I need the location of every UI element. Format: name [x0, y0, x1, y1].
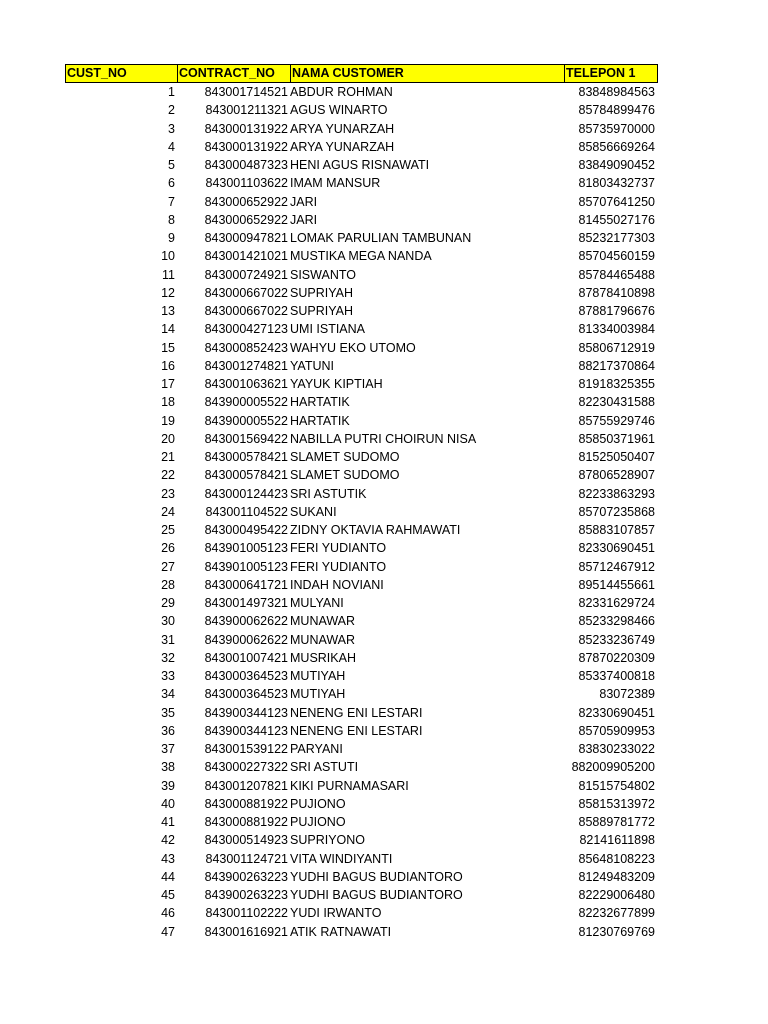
cell-contract-no[interactable]: 843000724921	[204, 267, 288, 282]
table-row	[65, 758, 658, 776]
cell-contract-no[interactable]: 843000652922	[204, 212, 288, 227]
cell-telepon-1[interactable]: 85233236749	[578, 632, 655, 647]
cell-contract-no[interactable]: 843900062622	[204, 614, 288, 629]
cell-telepon-1[interactable]: 882009905200	[571, 760, 655, 775]
cell-telepon-1[interactable]: 85850371961	[578, 431, 655, 446]
table-row	[65, 539, 658, 557]
cell-contract-no[interactable]: 843001616921	[204, 924, 288, 939]
cell-cust-no[interactable]: 29	[161, 596, 175, 610]
table-row	[65, 156, 658, 174]
table-body	[65, 83, 658, 941]
cell-nama-customer[interactable]: INDAH NOVIANI	[290, 577, 384, 592]
table-row	[65, 284, 658, 302]
cell-telepon-1[interactable]: 85232177303	[578, 231, 655, 245]
table-row	[65, 521, 658, 539]
cell-contract-no[interactable]: 843000131922	[204, 139, 288, 154]
cell-cust-no[interactable]: 17	[161, 377, 175, 391]
cell-nama-customer[interactable]: SRI ASTUTIK	[290, 486, 367, 501]
cell-contract-no[interactable]: 843001063621	[204, 377, 288, 391]
cell-contract-no[interactable]: 843001124721	[205, 851, 288, 866]
table-row	[65, 466, 658, 484]
cell-cust-no[interactable]: 38	[161, 760, 175, 775]
cell-cust-no[interactable]: 5	[168, 158, 175, 172]
cell-contract-no[interactable]: 843001539122	[204, 742, 288, 756]
cell-contract-no[interactable]: 843001714521	[204, 85, 288, 99]
cell-cust-no[interactable]: 34	[161, 687, 175, 702]
cell-cust-no[interactable]: 4	[168, 139, 175, 154]
table-row	[65, 412, 658, 430]
cell-telepon-1[interactable]: 88217370864	[578, 358, 655, 373]
cell-nama-customer[interactable]: SUKANI	[290, 504, 337, 519]
cell-cust-no[interactable]: 18	[161, 395, 175, 410]
cell-telepon-1[interactable]: 81334003984	[578, 322, 655, 337]
cell-contract-no[interactable]: 843000227322	[204, 760, 288, 775]
cell-nama-customer[interactable]: MUNAWAR	[290, 632, 356, 647]
cell-telepon-1[interactable]: 82330690451	[578, 541, 655, 556]
cell-nama-customer[interactable]: NENENG ENI LESTARI	[290, 723, 423, 738]
cell-telepon-1[interactable]: 87878410898	[578, 285, 655, 300]
cell-nama-customer[interactable]: YAYUK KIPTIAH	[290, 377, 383, 391]
cell-contract-no[interactable]: 843001569422	[204, 431, 288, 446]
cell-telepon-1[interactable]: 85856669264	[578, 139, 655, 154]
table-row	[65, 886, 658, 904]
cell-cust-no[interactable]: 45	[161, 888, 175, 902]
table-row	[65, 850, 658, 868]
cell-telepon-1[interactable]: 85889781772	[578, 815, 655, 829]
table-row	[65, 101, 658, 119]
cell-cust-no[interactable]: 24	[161, 504, 175, 519]
cell-cust-no[interactable]: 2	[168, 103, 175, 118]
cell-cust-no[interactable]: 23	[161, 486, 175, 501]
cell-nama-customer[interactable]: SUPRIYAH	[290, 285, 353, 300]
cell-telepon-1[interactable]: 81525050407	[578, 450, 655, 464]
cell-contract-no[interactable]: 843001007421	[204, 650, 288, 665]
table-row	[65, 375, 658, 393]
cell-contract-no[interactable]: 843000578421	[204, 450, 288, 464]
cell-cust-no[interactable]: 12	[161, 285, 175, 300]
cell-nama-customer[interactable]: VITA WINDIYANTI	[290, 851, 393, 866]
cell-contract-no[interactable]: 843001102222	[205, 906, 288, 921]
table-row	[65, 430, 658, 448]
table-row	[65, 777, 658, 795]
header-contract-no[interactable]: CONTRACT_NO	[178, 65, 291, 82]
table-row	[65, 831, 658, 849]
cell-contract-no[interactable]: 843900344123	[204, 705, 288, 720]
cell-nama-customer[interactable]: MULYANI	[290, 596, 344, 610]
cell-cust-no[interactable]: 39	[161, 778, 175, 793]
cell-telepon-1[interactable]: 85704560159	[578, 249, 655, 264]
cell-contract-no[interactable]: 843000652922	[204, 194, 288, 209]
cell-cust-no[interactable]: 11	[162, 267, 175, 282]
cell-telepon-1[interactable]: 81230769769	[578, 924, 655, 939]
cell-cust-no[interactable]: 10	[161, 249, 175, 264]
cell-telepon-1[interactable]: 82230431588	[578, 395, 655, 410]
cell-telepon-1[interactable]: 81803432737	[578, 176, 655, 191]
cell-nama-customer[interactable]: WAHYU EKO UTOMO	[290, 340, 416, 355]
cell-nama-customer[interactable]: ARYA YUNARZAH	[290, 121, 395, 136]
cell-contract-no[interactable]: 843000487323	[204, 158, 288, 172]
table-row	[65, 229, 658, 247]
cell-telepon-1[interactable]: 82233863293	[578, 486, 655, 501]
cell-cust-no[interactable]: 1	[168, 85, 175, 99]
cell-contract-no[interactable]: 843000131922	[204, 121, 288, 136]
cell-nama-customer[interactable]: ATIK RATNAWATI	[290, 924, 392, 939]
cell-telepon-1[interactable]: 85705909953	[578, 723, 655, 738]
cell-cust-no[interactable]: 47	[161, 924, 175, 939]
table-row	[65, 740, 658, 758]
cell-nama-customer[interactable]: SRI ASTUTI	[290, 760, 359, 775]
table-row	[65, 649, 658, 667]
cell-nama-customer[interactable]: SLAMET SUDOMO	[290, 468, 400, 483]
cell-nama-customer[interactable]: ZIDNY OKTAVIA RAHMAWATI	[290, 523, 461, 537]
cell-nama-customer[interactable]: YATUNI	[290, 358, 334, 373]
cell-contract-no[interactable]: 843900344123	[204, 723, 288, 738]
cell-contract-no[interactable]: 843900263223	[204, 869, 288, 884]
table-row	[65, 923, 658, 941]
cell-cust-no[interactable]: 27	[161, 559, 175, 574]
cell-contract-no[interactable]: 843000514923	[204, 833, 288, 848]
cell-contract-no[interactable]: 843900005522	[204, 395, 288, 410]
table-row	[65, 704, 658, 722]
cell-contract-no[interactable]: 843901005123	[204, 541, 288, 556]
cell-nama-customer[interactable]: FERI YUDIANTO	[290, 541, 387, 556]
cell-contract-no[interactable]: 843000667022	[204, 285, 288, 300]
cell-contract-no[interactable]: 843000641721	[204, 577, 288, 592]
table-row	[65, 339, 658, 357]
cell-contract-no[interactable]: 843001211321	[205, 103, 288, 118]
table-row	[65, 558, 658, 576]
table-row	[65, 174, 658, 192]
cell-contract-no[interactable]: 843000578421	[204, 468, 288, 483]
cell-cust-no[interactable]: 8	[168, 212, 175, 227]
cell-telepon-1[interactable]: 82229006480	[578, 888, 655, 902]
cell-cust-no[interactable]: 9	[168, 231, 175, 245]
cell-nama-customer[interactable]: PARYANI	[290, 742, 343, 756]
cell-cust-no[interactable]: 40	[161, 796, 175, 811]
table-row	[65, 685, 658, 703]
cell-contract-no[interactable]: 843000667022	[204, 304, 288, 318]
cell-cust-no[interactable]: 32	[161, 650, 175, 665]
header-nama-customer[interactable]: NAMA CUSTOMER	[291, 65, 565, 82]
cell-cust-no[interactable]: 31	[161, 632, 175, 647]
cell-nama-customer[interactable]: NABILLA PUTRI CHOIRUN NISA	[290, 431, 477, 446]
table-row	[65, 813, 658, 831]
table-row	[65, 320, 658, 338]
cell-contract-no[interactable]: 843001103622	[205, 176, 288, 191]
cell-telepon-1[interactable]: 85815313972	[578, 796, 655, 811]
cell-telepon-1[interactable]: 83848984563	[578, 85, 655, 99]
header-cust-no[interactable]: CUST_NO	[66, 65, 178, 82]
cell-contract-no[interactable]: 843000947821	[204, 231, 288, 245]
table-row	[65, 485, 658, 503]
cell-telepon-1[interactable]: 83072389	[599, 687, 655, 702]
table-row	[65, 266, 658, 284]
cell-cust-no[interactable]: 14	[161, 322, 175, 337]
cell-telepon-1[interactable]: 83830233022	[578, 742, 655, 756]
table-row	[65, 503, 658, 521]
cell-telepon-1[interactable]: 85648108223	[578, 851, 655, 866]
cell-cust-no[interactable]: 43	[161, 851, 175, 866]
table-row	[65, 904, 658, 922]
cell-cust-no[interactable]: 21	[161, 450, 175, 464]
cell-telepon-1[interactable]: 82331629724	[578, 596, 655, 610]
cell-cust-no[interactable]: 33	[161, 669, 175, 683]
table-row	[65, 868, 658, 886]
cell-telepon-1[interactable]: 87881796676	[578, 304, 655, 318]
cell-telepon-1[interactable]: 81455027176	[578, 212, 655, 227]
cell-telepon-1[interactable]: 83849090452	[578, 158, 655, 172]
cell-contract-no[interactable]: 843901005123	[204, 559, 288, 574]
cell-contract-no[interactable]: 843001497321	[204, 596, 288, 610]
cell-nama-customer[interactable]: KIKI PURNAMASARI	[290, 778, 409, 793]
table-header-row	[65, 64, 658, 83]
cell-telepon-1[interactable]: 85784899476	[578, 103, 655, 118]
cell-cust-no[interactable]: 26	[161, 541, 175, 556]
cell-contract-no[interactable]: 843000124423	[204, 486, 288, 501]
cell-nama-customer[interactable]: FERI YUDIANTO	[290, 559, 387, 574]
cell-contract-no[interactable]: 843000495422	[204, 523, 288, 537]
cell-nama-customer[interactable]: MUSTIKA MEGA NANDA	[290, 249, 432, 264]
table-row	[65, 795, 658, 813]
cell-telepon-1[interactable]: 82232677899	[578, 906, 655, 921]
cell-telepon-1[interactable]: 85337400818	[578, 669, 655, 683]
cell-contract-no[interactable]: 843000881922	[204, 815, 288, 829]
cell-cust-no[interactable]: 25	[161, 523, 175, 537]
cell-cust-no[interactable]: 46	[161, 906, 175, 921]
table-row	[65, 393, 658, 411]
table-row	[65, 448, 658, 466]
header-telepon-1[interactable]: TELEPON 1	[566, 66, 636, 81]
cell-telepon-1[interactable]: 85712467912	[578, 559, 655, 574]
cell-nama-customer[interactable]: ABDUR ROHMAN	[290, 85, 393, 99]
cell-telepon-1[interactable]: 85233298466	[578, 614, 655, 629]
cell-telepon-1[interactable]: 81515754802	[578, 778, 655, 793]
cell-nama-customer[interactable]: YUDHI BAGUS BUDIANTORO	[290, 869, 463, 884]
cell-cust-no[interactable]: 41	[161, 815, 175, 829]
cell-telepon-1[interactable]: 81918325355	[578, 377, 655, 391]
cell-nama-customer[interactable]: LOMAK PARULIAN TAMBUNAN	[290, 231, 472, 245]
table-row	[65, 211, 658, 229]
cell-contract-no[interactable]: 843000364523	[204, 687, 288, 702]
cell-contract-no[interactable]: 843900263223	[204, 888, 288, 902]
cell-telepon-1[interactable]: 81249483209	[578, 869, 655, 884]
cell-cust-no[interactable]: 44	[161, 869, 175, 884]
cell-contract-no[interactable]: 843000364523	[204, 669, 288, 683]
table-row	[65, 302, 658, 320]
table-row	[65, 594, 658, 612]
cell-nama-customer[interactable]: MUSRIKAH	[290, 650, 356, 665]
cell-telepon-1[interactable]: 85707235868	[578, 504, 655, 519]
table-row	[65, 576, 658, 594]
cell-nama-customer[interactable]: JARI	[290, 194, 318, 209]
cell-telepon-1[interactable]: 85707641250	[578, 194, 655, 209]
cell-cust-no[interactable]: 6	[168, 176, 175, 191]
cell-cust-no[interactable]: 42	[161, 833, 175, 848]
cell-cust-no[interactable]: 35	[161, 705, 175, 720]
cell-nama-customer[interactable]: HARTATIK	[290, 395, 350, 410]
cell-nama-customer[interactable]: HENI AGUS RISNAWATI	[290, 158, 430, 172]
cell-telepon-1[interactable]: 89514455661	[578, 577, 655, 592]
cell-telepon-1[interactable]: 85806712919	[578, 340, 655, 355]
cell-telepon-1[interactable]: 87870220309	[578, 650, 655, 665]
cell-contract-no[interactable]: 843000427123	[204, 322, 288, 337]
table-row	[65, 667, 658, 685]
customer-table	[65, 64, 658, 941]
cell-nama-customer[interactable]: MUNAWAR	[290, 614, 356, 629]
table-row	[65, 83, 658, 101]
cell-nama-customer[interactable]: JARI	[290, 212, 318, 227]
table-row	[65, 357, 658, 375]
cell-contract-no[interactable]: 843900062622	[204, 632, 288, 647]
cell-cust-no[interactable]: 7	[168, 194, 175, 209]
cell-nama-customer[interactable]: IMAM MANSUR	[290, 176, 381, 191]
cell-contract-no[interactable]: 843001274821	[204, 358, 288, 373]
cell-telepon-1[interactable]: 87806528907	[578, 468, 655, 483]
cell-nama-customer[interactable]: YUDHI BAGUS BUDIANTORO	[290, 888, 463, 902]
cell-nama-customer[interactable]: SUPRIYONO	[290, 833, 366, 848]
cell-nama-customer[interactable]: AGUS WINARTO	[290, 103, 388, 118]
cell-nama-customer[interactable]: SISWANTO	[290, 267, 356, 282]
cell-nama-customer[interactable]: YUDI IRWANTO	[290, 906, 382, 921]
cell-nama-customer[interactable]: MUTIYAH	[290, 687, 346, 702]
cell-nama-customer[interactable]: SLAMET SUDOMO	[290, 450, 400, 464]
table-row	[65, 120, 658, 138]
cell-contract-no[interactable]: 843000852423	[204, 340, 288, 355]
cell-cust-no[interactable]: 16	[161, 358, 175, 373]
cell-contract-no[interactable]: 843001207821	[204, 778, 288, 793]
cell-cust-no[interactable]: 19	[161, 413, 175, 428]
cell-nama-customer[interactable]: SUPRIYAH	[290, 304, 353, 318]
cell-contract-no[interactable]: 843001104522	[205, 504, 288, 519]
table-row	[65, 612, 658, 630]
table-row	[65, 138, 658, 156]
cell-cust-no[interactable]: 36	[161, 723, 175, 738]
cell-telepon-1[interactable]: 85784465488	[578, 267, 655, 282]
cell-cust-no[interactable]: 20	[161, 431, 175, 446]
cell-cust-no[interactable]: 37	[161, 742, 175, 756]
cell-cust-no[interactable]: 22	[161, 468, 175, 483]
cell-telepon-1[interactable]: 85735970000	[578, 121, 655, 136]
cell-telepon-1[interactable]: 85755929746	[578, 413, 655, 428]
cell-cust-no[interactable]: 3	[168, 121, 175, 136]
cell-nama-customer[interactable]: PUJIONO	[290, 815, 346, 829]
cell-cust-no[interactable]: 30	[161, 614, 175, 629]
cell-nama-customer[interactable]: UMI ISTIANA	[290, 322, 366, 337]
cell-nama-customer[interactable]: HARTATIK	[290, 413, 350, 428]
cell-contract-no[interactable]: 843900005522	[204, 413, 288, 428]
cell-telepon-1[interactable]: 85883107857	[578, 523, 655, 537]
cell-cust-no[interactable]: 28	[161, 577, 175, 592]
table-row	[65, 722, 658, 740]
cell-telepon-1[interactable]: 82330690451	[578, 705, 655, 720]
cell-contract-no[interactable]: 843000881922	[204, 796, 288, 811]
table-row	[65, 247, 658, 265]
cell-nama-customer[interactable]: ARYA YUNARZAH	[290, 139, 395, 154]
cell-nama-customer[interactable]: PUJIONO	[290, 796, 346, 811]
table-row	[65, 631, 658, 649]
table-row	[65, 193, 658, 211]
cell-cust-no[interactable]: 15	[161, 340, 175, 355]
cell-nama-customer[interactable]: MUTIYAH	[290, 669, 346, 683]
cell-nama-customer[interactable]: NENENG ENI LESTARI	[290, 705, 423, 720]
cell-telepon-1[interactable]: 82141611898	[579, 833, 655, 848]
cell-cust-no[interactable]: 13	[161, 304, 175, 318]
cell-contract-no[interactable]: 843001421021	[204, 249, 288, 264]
